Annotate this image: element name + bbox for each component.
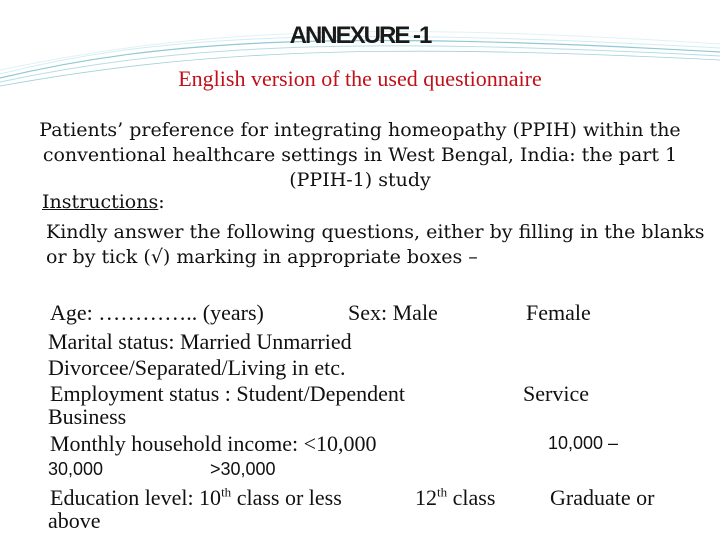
instructions-heading — [42, 191, 165, 213]
age-question: Age: ………….. (years) — [50, 300, 264, 325]
education-sup-12: th — [437, 484, 448, 500]
income-option-mid-end: 30,000 — [48, 459, 104, 479]
income-option-high: >30,000 — [210, 459, 276, 479]
education-option-12th — [415, 485, 495, 511]
marital-status-question: Marital status: Married Unmarried — [48, 329, 352, 354]
education-option-graduate: Graduate or — [550, 485, 655, 510]
income-option-mid: 10,000 – — [548, 433, 619, 453]
annexure-title: ANNEXURE -1 — [289, 22, 431, 49]
employment-option-service: Service — [523, 381, 589, 406]
sex-option-female: Female — [526, 300, 591, 325]
income-question: Monthly household income: <10,000 — [50, 431, 377, 456]
education-option-10th: class or less — [231, 485, 342, 510]
study-title: Patients’ preference for integrating homeopathy (PPIH) within the conventional healthcare settings in West Bengal, India: the part 1 (PPIH-1) study — [39, 119, 681, 191]
education-prefix: Education level: 10 — [50, 485, 222, 510]
instructions-label: Instructions — [42, 191, 159, 213]
education-sup-10: th — [221, 484, 232, 500]
sex-question: Sex: Male — [348, 300, 438, 325]
instructions-colon: : — [158, 191, 165, 213]
education-option-above: above — [48, 508, 101, 533]
employment-question: Employment status : Student/Dependent — [50, 381, 406, 406]
education-12: 12 — [415, 485, 437, 510]
instructions-text: Kindly answer the following questions, either by filling in the blanks or by tick (√) marking in appropriate boxes – — [46, 221, 705, 268]
employment-option-business: Business — [48, 404, 127, 429]
education-12-class: class — [447, 485, 496, 510]
page-subtitle: English version of the used questionnaire — [178, 66, 542, 91]
marital-status-options: Divorcee/Separated/Living in etc. — [48, 355, 346, 380]
